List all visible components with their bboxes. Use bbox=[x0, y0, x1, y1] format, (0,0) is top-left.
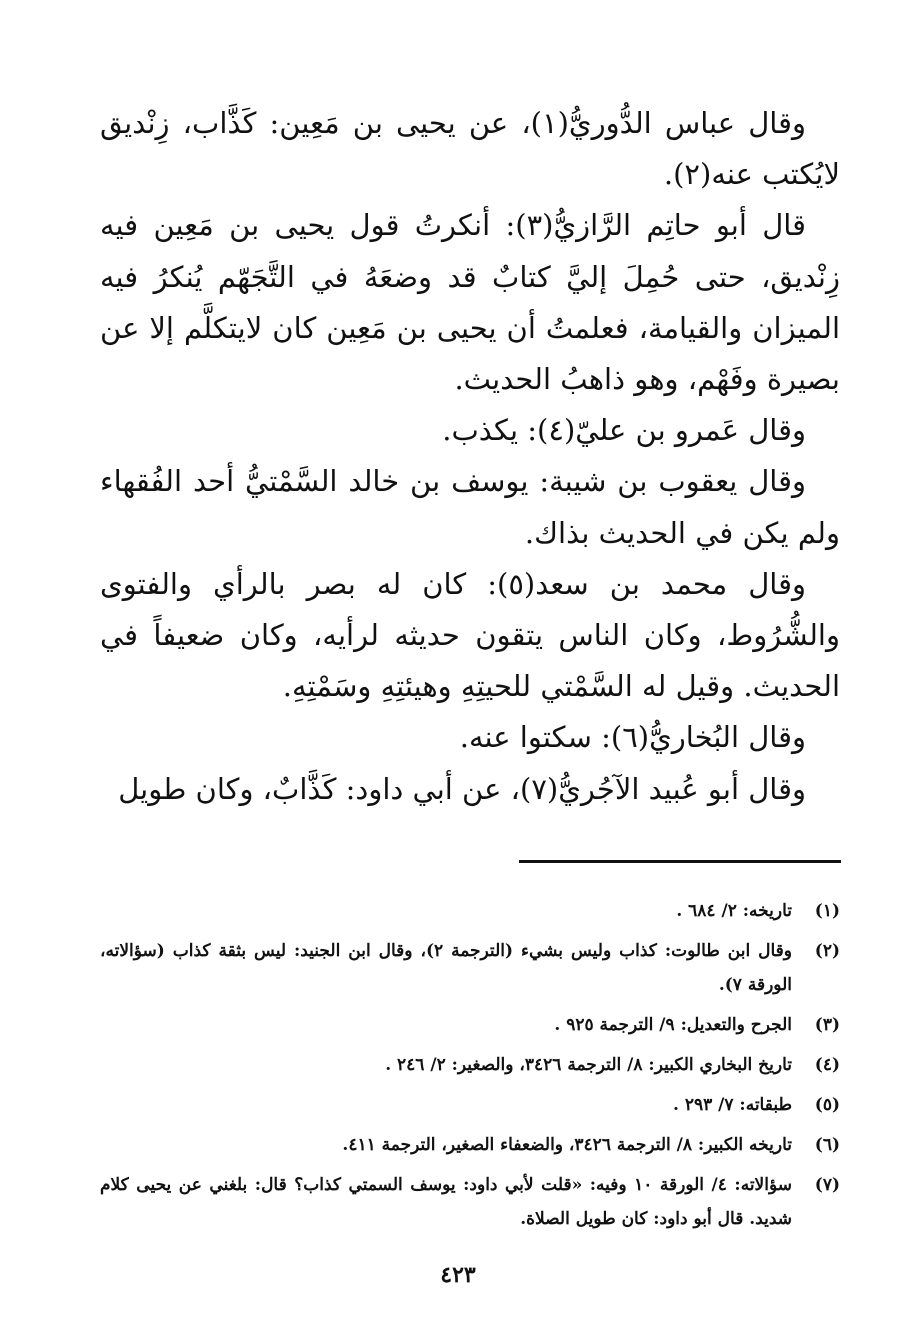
footnotes bbox=[100, 894, 840, 1242]
footnote-number: (٦) bbox=[814, 1135, 840, 1155]
footnote bbox=[100, 1168, 840, 1236]
footnote bbox=[100, 1128, 840, 1162]
footnote-number: (٢) bbox=[814, 941, 840, 961]
footnote-number: (٣) bbox=[814, 1015, 840, 1035]
page-number: ٤٢٣ bbox=[440, 1262, 476, 1288]
footnote-text: تاريخه: ٢/ ٦٨٤ . bbox=[676, 901, 792, 921]
paragraph-ajurri: وقال أبو عُبيد الآجُريُّ(٧)، عن أبي داود: كَذَّابٌ، وكان طويل bbox=[118, 771, 806, 806]
footnote-text: تاريخ البخاري الكبير: ٨/ الترجمة ٣٤٢٦، والصغير: ٢/ ٢٤٦ . bbox=[385, 1055, 792, 1075]
main-text bbox=[100, 98, 840, 815]
footnote-text: تاريخه الكبير: ٨/ الترجمة ٣٤٢٦، والضعفاء الصغير، الترجمة ٤١١. bbox=[342, 1135, 792, 1155]
footnote-number: (٥) bbox=[814, 1095, 840, 1115]
footnote bbox=[100, 1048, 840, 1082]
footnote bbox=[100, 934, 840, 1002]
footnote-number: (٧) bbox=[814, 1175, 840, 1195]
footnote-number: (١) bbox=[814, 901, 840, 921]
footnote-text: وقال ابن طالوت: كذاب وليس بشيء (الترجمة ٢)، وقال ابن الجنيد: ليس بثقة كذاب (سؤالاته، الورقة ٧). bbox=[100, 941, 792, 995]
footnote-text: طبقاته: ٧/ ٢٩٣ . bbox=[672, 1095, 792, 1115]
footnote-separator bbox=[519, 860, 841, 863]
footnote bbox=[100, 894, 840, 928]
footnote bbox=[100, 1008, 840, 1042]
paragraph-bukhari: وقال البُخاريُّ(٦): سكتوا عنه. bbox=[459, 720, 806, 755]
paragraph-abbas-duri: وقال عباس الدُّوريُّ(١)، عن يحيى بن مَعِين: كَذَّاب، زِنْديق لايُكتب عنه(٢). bbox=[100, 106, 840, 192]
paragraph-yaqub-ibn-shayba: وقال يعقوب بن شيبة: يوسف بن خالد السَّمْتيُّ أحد الفُقهاء ولم يكن في الحديث بذاك. bbox=[100, 464, 840, 550]
paragraph-amr-ibn-ali: وقال عَمرو بن عليّ(٤): يكذب. bbox=[442, 413, 806, 448]
footnote bbox=[100, 1088, 840, 1122]
footnote-number: (٤) bbox=[814, 1055, 840, 1075]
footnote-text: الجرح والتعديل: ٩/ الترجمة ٩٢٥ . bbox=[554, 1015, 792, 1035]
paragraph-abu-hatim: قال أبو حاتِم الرَّازيُّ(٣): أنكرتُ قول يحيى بن مَعِين فيه زِنْديق، حتى حُمِلَ إليَّ كتابٌ قد وضعَهُ في التَّجَهّم يُنكرُ فيه الميزان والقيامة، فعلمتُ أن يحيى بن مَعِين كان لايتكلَّم إلا عن بصيرة وفَهْم، وهو ذاهبُ الحديث. bbox=[100, 208, 840, 397]
paragraph-ibn-saad: وقال محمد بن سعد(٥): كان له بصر بالرأي والفتوى والشُّرُوط، وكان الناس يتقون حديثه لرأيه، وكان ضعيفاً في الحديث. وقيل له السَّمْتي للحيتِهِ وهيئتِهِ وسَمْتِهِ. bbox=[100, 566, 840, 704]
footnote-text: سؤالاته: ٤/ الورقة ١٠ وفيه: «قلت لأبي داود: يوسف السمتي كذاب؟ قال: بلغني عن يحيى كلام شديد. قال أبو داود: كان طويل الصلاة. bbox=[100, 1175, 792, 1229]
